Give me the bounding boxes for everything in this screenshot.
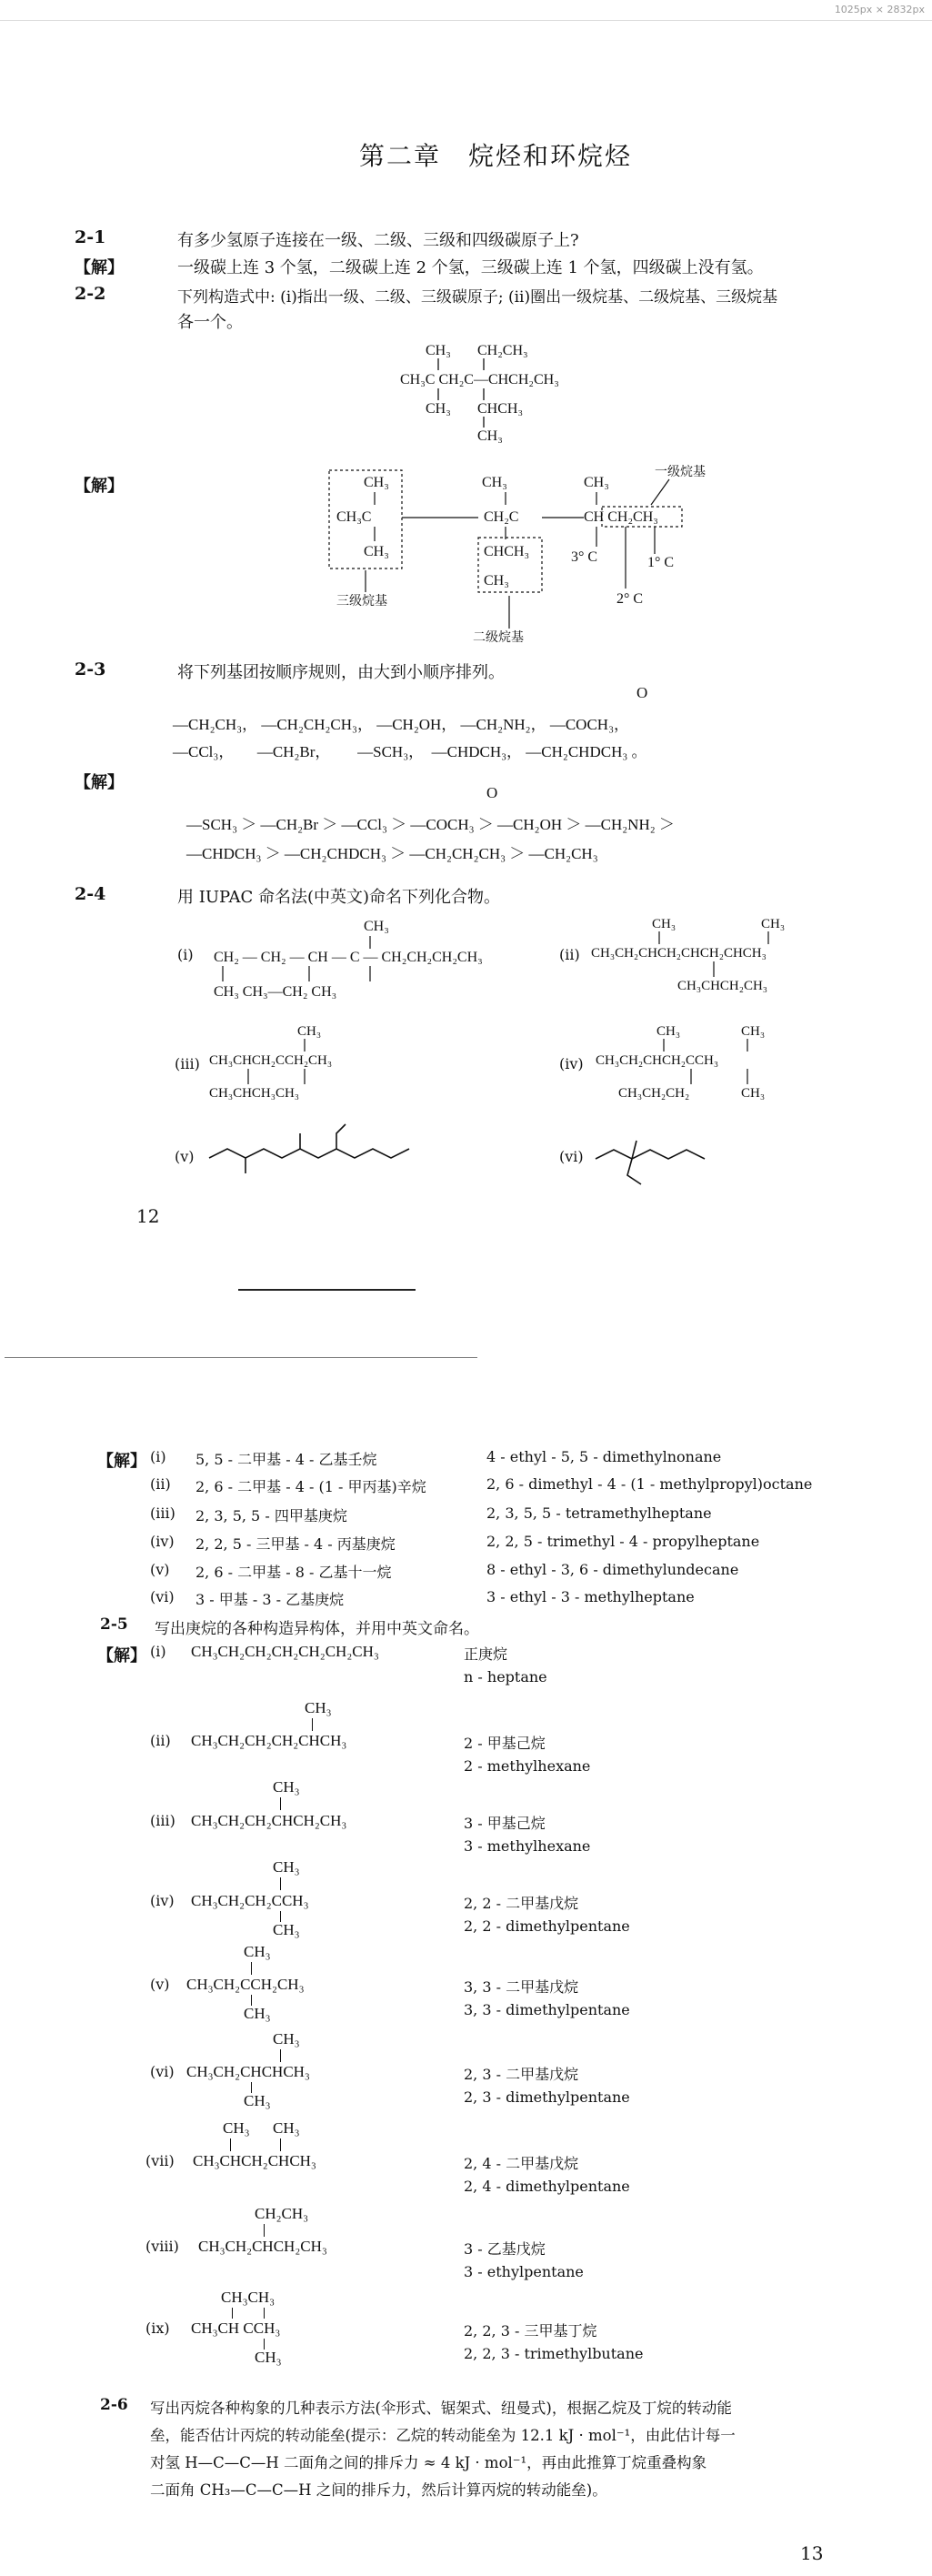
isomer-formula: CH₃CH₂CH₂CCH₃ [191, 1892, 309, 1909]
isomer-substituent-2: CH₃ [273, 1921, 300, 1938]
q2-6-line-2: 垒，能否估计丙烷的转动能垒(提示：乙烷的转动能垒为 12.1 kJ · mol⁻¹，由此估计每一 [150, 2427, 736, 2444]
answer-en-name: 3 - ethyl - 3 - methylheptane [486, 1588, 695, 1605]
bond-line [230, 2138, 231, 2151]
q2-1-answer-tag: 【解】 [75, 258, 124, 277]
svg-text:CH₃: CH₃ [364, 544, 389, 559]
isomer-idx: (ix) [145, 2319, 170, 2337]
q2-2-answer-tag: 【解】 [75, 477, 124, 496]
isomer-en-name: 2, 2 - dimethylpentane [464, 1917, 630, 1935]
isomer-en-name: 2, 2, 3 - trimethylbutane [464, 2345, 644, 2362]
bond-line [280, 1797, 281, 1810]
page-divider [5, 1357, 477, 1358]
answer-idx: (iv) [150, 1533, 175, 1550]
q2-4-label-vi: (vi) [559, 1148, 584, 1165]
svg-text:CH₃: CH₃ [426, 343, 451, 358]
svg-text:1° C: 1° C [647, 555, 675, 570]
q2-4-structure-iii [205, 1017, 441, 1117]
answer-idx: (ii) [150, 1475, 171, 1493]
isomer-formula: CH₃CH₂CHCH₂CH₃ [198, 2238, 327, 2255]
answer-idx: (i) [150, 1448, 166, 1465]
svg-text:2° C: 2° C [616, 591, 644, 607]
svg-text:CH₃: CH₃ [364, 919, 389, 934]
answer-en-name: 2, 6 - dimethyl - 4 - (1 - methylpropyl)octane [486, 1475, 813, 1493]
q2-3-carbonyl-o: O [636, 684, 648, 701]
isomer-cn-name: 3, 3 - 二甲基戊烷 [464, 1978, 579, 1996]
svg-text:CH₃: CH₃ [482, 475, 507, 490]
svg-text:CH₃CH₂CHCH₂CHCH₂CHCH₃: CH₃CH₂CHCH₂CHCH₂CHCH₃ [591, 946, 767, 961]
answer-cn-name: 2, 6 - 二甲基 - 8 - 乙基十一烷 [195, 1564, 392, 1581]
q2-3-groups-row-2: —CCl₃， —CH₂Br， —SCH₃， —CHDCH₃， —CH₂CHDCH₃ 。 [173, 743, 647, 760]
q2-4-skeletal-v [205, 1117, 414, 1190]
bond-line [312, 1718, 313, 1731]
answer-en-name: 2, 3, 5, 5 - tetramethylheptane [486, 1504, 712, 1522]
q2-4-label-ii: (ii) [559, 946, 580, 963]
q2-2-text-2: 各一个。 [177, 313, 243, 332]
q2-4-answers-tag: 【解】 [97, 1452, 146, 1471]
q2-4-structure-i [205, 914, 568, 1014]
q2-2-structure [373, 338, 609, 466]
isomer-cn-name: 2, 3 - 二甲基戊烷 [464, 2066, 579, 2083]
isomer-en-name: 2 - methylhexane [464, 1757, 591, 1775]
q2-5-text: 写出庚烷的各种构造异构体，并用中英文命名。 [155, 1620, 479, 1638]
q2-4-text: 用 IUPAC 命名法(中英文)命名下列化合物。 [177, 888, 500, 907]
answer-cn-name: 5, 5 - 二甲基 - 4 - 乙基壬烷 [195, 1451, 377, 1468]
isomer-substituent: CH₃ [273, 2030, 300, 2048]
bond-line [280, 1877, 281, 1890]
svg-text:CH₃: CH₃ [652, 917, 676, 931]
q2-3-answer-line-2: —CHDCH₃ ＞ —CH₂CHDCH₃ ＞ —CH₂CH₂CH₃ ＞ —CH₂CH₃ [186, 845, 598, 862]
bond-line [251, 1962, 252, 1975]
answer-idx: (vi) [150, 1588, 175, 1605]
isomer-substituent-2: CH₃ [255, 2349, 282, 2366]
q2-4-number: 2-4 [75, 884, 106, 904]
chapter-title: 第二章 烷烃和环烷烃 [359, 141, 633, 171]
svg-text:CHCH₃: CHCH₃ [484, 544, 530, 559]
q2-6-line-3: 对氢 H—C—C—H 二面角之间的排斥力 ≈ 4 kJ · mol⁻¹，再由此推算丁烷重叠构象 [150, 2454, 707, 2471]
isomer-cn-name: 2 - 甲基己烷 [464, 1735, 546, 1752]
q2-5-number: 2-5 [100, 1615, 128, 1634]
isomer-cn-name: 2, 2, 3 - 三甲基丁烷 [464, 2322, 597, 2340]
isomer-en-name: 3 - methylhexane [464, 1837, 591, 1855]
q2-4-label-iii: (iii) [175, 1055, 200, 1072]
svg-text:CH₃CHCH₂CCH₂CH₃: CH₃CHCH₂CCH₂CH₃ [209, 1053, 333, 1068]
svg-text:CH₃CHCH₃CH₃: CH₃CHCH₃CH₃ [209, 1086, 300, 1101]
isomer-substituent: CH₃ [273, 1778, 300, 1796]
svg-text:CH₃: CH₃ [484, 573, 509, 589]
answer-en-name: 4 - ethyl - 5, 5 - dimethylnonane [486, 1448, 722, 1465]
isomer-substituent: CH₃ [244, 1943, 271, 1960]
svg-text:CH₃: CH₃ [761, 917, 786, 931]
q2-6-number: 2-6 [100, 2396, 128, 2414]
bond-line [280, 2049, 281, 2062]
svg-text:CH₃: CH₃ [297, 1024, 322, 1039]
svg-text:CH₃C: CH₃C [336, 509, 372, 525]
svg-text:CH₃: CH₃ [741, 1086, 766, 1101]
isomer-formula: CH₃CH₂CCH₂CH₃ [186, 1976, 305, 1993]
q2-1-number: 2-1 [75, 227, 106, 247]
q2-6-line-1: 写出丙烷各种构象的几种表示方法(伞形式、锯架式、纽曼式)，根据乙烷及丁烷的转动能 [150, 2400, 732, 2417]
isomer-idx: (vii) [145, 2152, 175, 2169]
isomer-idx: (i) [150, 1643, 166, 1660]
svg-text:CH₃: CH₃ [426, 401, 451, 417]
isomer-idx: (iii) [150, 1812, 175, 1829]
svg-text:CH₃: CH₃ [741, 1024, 766, 1039]
svg-text:CH₃CH₂CH₂: CH₃CH₂CH₂ [618, 1086, 690, 1101]
page-number-right: 13 [800, 2542, 824, 2564]
q2-4-skeletal-vi [591, 1124, 746, 1188]
svg-text:CH₂C: CH₂C [484, 509, 519, 525]
bond-line [280, 2138, 281, 2151]
q2-2-text-1: 下列构造式中: (i)指出一级、二级、三级碳原子; (ii)圈出一级烷基、二级烷基、三级烷基 [177, 288, 778, 307]
isomer-formula: CH₃CH CCH₃ [191, 2319, 281, 2337]
answer-cn-name: 2, 6 - 二甲基 - 4 - (1 - 甲丙基)辛烷 [195, 1478, 426, 1495]
top-bar [0, 0, 932, 21]
answer-idx: (v) [150, 1561, 170, 1578]
svg-text:CH₃CH₂CHCH₂CCH₃: CH₃CH₂CHCH₂CCH₃ [596, 1053, 719, 1068]
answer-en-name: 8 - ethyl - 3, 6 - dimethylundecane [486, 1561, 739, 1578]
primary-alkyl-label: 一级烷基 [655, 466, 706, 479]
q2-4-label-iv: (iv) [559, 1055, 584, 1072]
q2-3-answer-line-1: —SCH₃ ＞ —CH₂Br ＞ —CCl₃ ＞ —COCH₃ ＞ —CH₂OH ＞ —CH₂NH₂ ＞ [186, 816, 675, 833]
answer-idx: (iii) [150, 1504, 175, 1522]
page-number-left: 12 [136, 1205, 160, 1227]
isomer-substituent: CH₂CH₃ [255, 2205, 309, 2222]
isomer-cn-name: 2, 2 - 二甲基戊烷 [464, 1895, 579, 1912]
svg-text:CH₃CHCH₂CH₃: CH₃CHCH₂CH₃ [677, 979, 768, 993]
isomer-idx: (v) [150, 1976, 170, 1993]
q2-4-structure-ii [586, 910, 859, 1010]
isomer-substituent: CH₃ [273, 1858, 300, 1876]
svg-text:CH₃ CH₃—CH₂ CH₃: CH₃ CH₃—CH₂ CH₃ [214, 984, 337, 1000]
q2-2-number: 2-2 [75, 284, 106, 304]
q2-3-answer-carbonyl-o: O [486, 784, 498, 801]
tertiary-alkyl-label: 三级烷基 [336, 595, 387, 609]
q2-6-line-4: 二面角 CH₃—C—C—H 之间的排斥力，然后计算丙烷的转动能垒)。 [150, 2481, 607, 2499]
q2-3-text: 将下列基团按顺序规则，由大到小顺序排列。 [177, 663, 505, 682]
svg-text:CH₂CH₃: CH₂CH₃ [477, 343, 528, 358]
bond-line [264, 2224, 265, 2237]
q2-5-answer-tag: 【解】 [97, 1646, 146, 1665]
answer-cn-name: 2, 3, 5, 5 - 四甲基庚烷 [195, 1507, 347, 1524]
q2-3-number: 2-3 [75, 659, 106, 679]
scan-artifact-line [238, 1289, 416, 1291]
isomer-cn-name: 2, 4 - 二甲基戊烷 [464, 2155, 579, 2172]
q2-3-groups-row-1: —CH₂CH₃， —CH₂CH₂CH₃， —CH₂OH， —CH₂NH₂， —COCH₃， [173, 716, 629, 733]
answer-cn-name: 3 - 甲基 - 3 - 乙基庚烷 [195, 1591, 345, 1608]
isomer-substituent-2: CH₃ [244, 2005, 271, 2022]
isomer-en-name: 3, 3 - dimethylpentane [464, 2001, 630, 2018]
secondary-alkyl-label: 二级烷基 [473, 631, 524, 645]
isomer-idx: (viii) [145, 2238, 179, 2255]
isomer-formula: CH₃CH₂CHCHCH₃ [186, 2063, 310, 2080]
svg-text:CHCH₃: CHCH₃ [477, 401, 524, 417]
q2-4-label-i: (i) [177, 946, 194, 963]
svg-text:CH CH₂CH₃: CH CH₂CH₃ [584, 509, 658, 525]
svg-text:CH₃C CH₂C—CHCH₂CH₃: CH₃C CH₂C—CHCH₂CH₃ [400, 372, 559, 387]
svg-text:CH₃: CH₃ [477, 428, 503, 444]
isomer-formula: CH₃CH₂CH₂CHCH₂CH₃ [191, 1812, 347, 1829]
isomer-formula: CH₃CH₂CH₂CH₂CH₂CH₂CH₃ [191, 1643, 379, 1660]
svg-text:CH₃: CH₃ [364, 475, 389, 490]
q2-4-label-v: (v) [175, 1148, 195, 1165]
q2-1-text: 有多少氢原子连接在一级、二级、三级和四级碳原子上? [177, 231, 579, 250]
isomer-substituent-2: CH₃ [273, 2119, 300, 2137]
bond-line [264, 2308, 265, 2319]
isomer-idx: (ii) [150, 1732, 171, 1749]
q2-2-answer-diagram [327, 459, 727, 650]
isomer-cn-name: 正庚烷 [464, 1645, 508, 1663]
svg-text:3° C: 3° C [571, 549, 598, 565]
svg-text:CH₂ — CH₂ — CH — C — CH₂CH₂CH₂: CH₂ — CH₂ — CH — C — CH₂CH₂CH₂CH₃ [214, 950, 483, 965]
q2-3-answer-tag: 【解】 [75, 773, 124, 792]
isomer-en-name: n - heptane [464, 1668, 547, 1685]
bond-line [232, 2308, 233, 2319]
answer-en-name: 2, 2, 5 - trimethyl - 4 - propylheptane [486, 1533, 760, 1550]
isomer-cn-name: 3 - 甲基己烷 [464, 1815, 546, 1832]
isomer-substituent: CH₃ [305, 1699, 332, 1716]
image-dimensions: 1025px × 2832px [834, 4, 925, 15]
isomer-idx: (vi) [150, 2063, 175, 2080]
isomer-cn-name: 3 - 乙基戊烷 [464, 2240, 546, 2258]
isomer-substituent-2: CH₃ [244, 2092, 271, 2109]
isomer-formula: CH₃CHCH₂CHCH₃ [193, 2152, 316, 2169]
isomer-en-name: 2, 3 - dimethylpentane [464, 2088, 630, 2106]
isomer-formula: CH₃CH₂CH₂CH₂CHCH₃ [191, 1732, 347, 1749]
answer-cn-name: 2, 2, 5 - 三甲基 - 4 - 丙基庚烷 [195, 1535, 396, 1553]
svg-text:CH₃: CH₃ [656, 1024, 681, 1039]
q2-1-answer: 一级碳上连 3 个氢，二级碳上连 2 个氢，三级碳上连 1 个氢，四级碳上没有氢。 [177, 258, 764, 277]
isomer-idx: (iv) [150, 1892, 175, 1909]
isomer-en-name: 3 - ethylpentane [464, 2263, 584, 2280]
isomer-substituent: CH₃ [223, 2119, 250, 2137]
svg-text:CH₃: CH₃ [584, 475, 609, 490]
isomer-substituent: CH₃CH₃ [221, 2289, 276, 2306]
isomer-en-name: 2, 4 - dimethylpentane [464, 2178, 630, 2195]
q2-4-structure-iv [591, 1017, 827, 1117]
